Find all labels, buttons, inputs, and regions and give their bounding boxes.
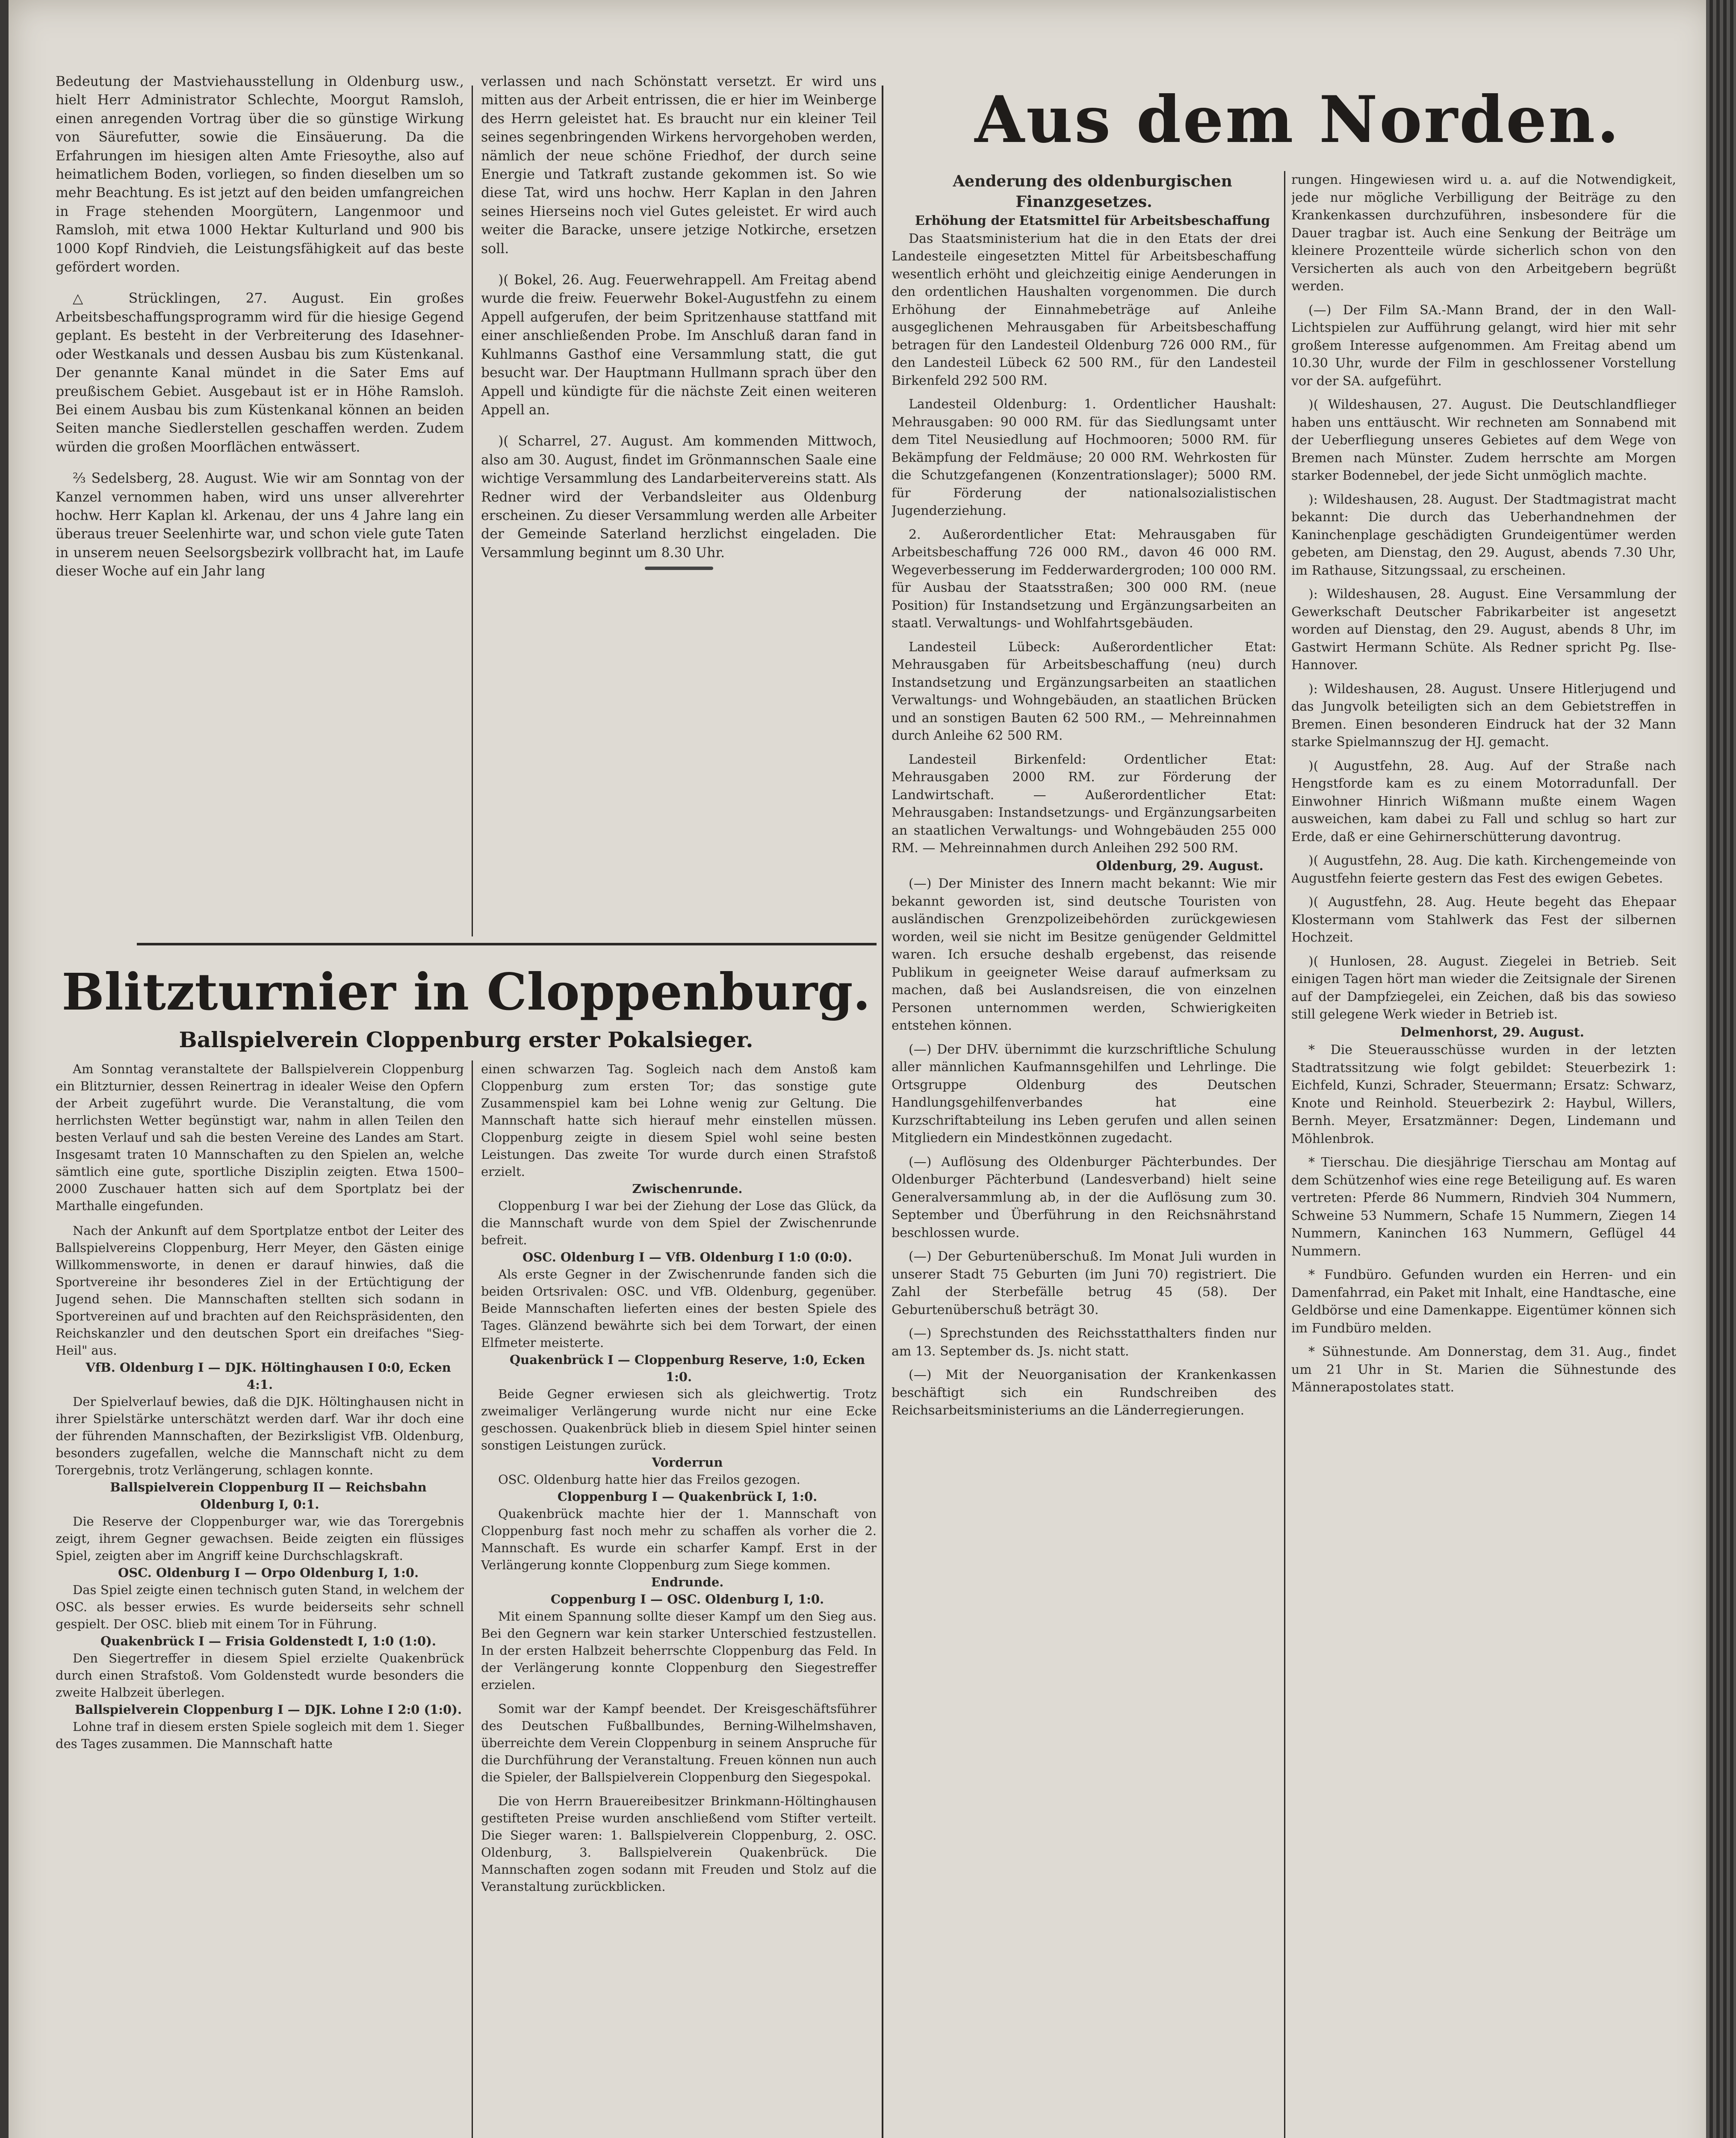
article-kaplan: verlassen und nach Schönstatt versetzt. Er wird uns mitten aus der Arbeit entrissen, die er hier im Weinberge des Herrn geleistet hat. Es braucht nur ein kleiner Teil seines segenbringenden Wirkens hervorgehoben werden, nämlich der neue schöne Friedhof, der durch seine Energie und Tatkraft zustande gekommen ist. So wie diese Tat, wird uns hochw. Herr Kaplan in den Jahren seines Hierseins noch viel Gutes geleistet. Er wird auch weiter die Baracke, unsere jetzige Notkirche, ersetzen soll. (481, 74, 877, 257)
section-rule (137, 943, 877, 945)
article-suehnestunde: * Sühnestunde. Am Donnerstag, dem 31. Aug., findet um 21 Uhr in St. Marien die Sühnestunde des Männerapostolates statt. (1291, 1344, 1676, 1395)
match-result: Cloppenburg I — Quakenbrück I, 1:0. (557, 1489, 818, 1504)
article-augustfehn: )( Augustfehn, 28. Aug. Heute begeht das Ehepaar Klostermann vom Stahlwerk das Fest der silbernen Hochzeit. (1291, 895, 1676, 945)
article-sprechstunden: (—) Sprechstunden des Reichsstatthalters finden nur am 13. September ds. Js. nicht statt. (892, 1326, 1276, 1359)
article-fundbuero: * Fundbüro. Gefunden wurden ein Herren- und ein Damenfahrrad, ein Paket mit Inhalt, eine Handtasche, eine Geldbörse und eine Damenkappe. Eigentümer können sich im Fundbüro melden. (1291, 1267, 1676, 1336)
match-result: Coppenburg I — OSC. Oldenburg I, 1:0. (550, 1592, 824, 1606)
sport-paragraph: Der Spielverlauf bewies, daß die DJK. Höltinghausen nicht in ihrer Spielstärke unterschätzt werden darf. War ihr doch eine der führenden Mannschaften, der Bezirksligist VfB. Oldenburg, besonders zugefallen, welche die Mannschaft nicht zu dem Torergebnis, trotz Verlängerung, schlagen konnte. (56, 1394, 464, 1477)
article-wildeshausen: ): Wildeshausen, 28. August. Eine Versammlung der Gewerkschaft Deutscher Fabrikarbeiter ist angesetzt worden auf Dienstag, den 29. August, abends 8 Uhr, im Gastwirt Hermann Schüte. Als Redner spricht Pg. Ilse-Hannover. (1291, 587, 1676, 673)
match-result: Ballspielverein Cloppenburg II — Reichsbahn Oldenburg I, 0:1. (110, 1480, 427, 1512)
sport-paragraph: Quakenbrück machte hier der 1. Mannschaft von Cloppenburg fast noch mehr zu schaffen als vorher die 2. Mannschaft. Es wurde ein scharfer Kampf. Erst in der Verlängerung konnte Cloppenburg zum Siege kommen. (481, 1506, 877, 1572)
article-sedelsberg: ⅔ Sedelsberg, 28. August. Wie wir am Sonntag von der Kanzel vernommen haben, wird uns unser allverehrter hochw. Herr Kaplan kl. Arkenau, der uns 4 Jahre lang ein überaus treuer Seelenhirte war, und schon viele gute Taten in unserem neuen Seelsorgsbezirk vollbracht hat, im Laufe dieser Woche auf ein Jahr lang (56, 471, 464, 579)
end-ornament (645, 567, 713, 570)
article-film: (—) Der Film SA.-Mann Brand, der in den Wall-Lichtspielen zur Aufführung gelangt, wird hier mit sehr großem Interesse aufgenommen. Am Freitag abend um 10.30 Uhr, wurde der Film in geschlossener Vorstellung vor der SA. aufgeführt. (1291, 302, 1676, 389)
article-finanzgesetz: Das Staatsministerium hat die in den Etats der drei Landesteile eingesetzten Mittel für Arbeitsbeschaffung wesentlich erhöht und gleichzeitig einige Aenderungen in den ordentlichen Haushalten vorgenommen. Die durch Erhöhung der Einnahmebeträge auf Anleihe ausgeglichenen Mehrausgaben für Arbeitsbeschaffung betragen für den Landesteil Oldenburg 726 000 RM., für den Landesteil Lübeck 62 500 RM., für den Landesteil Birkenfeld 292 500 RM. (892, 231, 1276, 388)
match-result: OSC. Oldenburg I — Orpo Oldenburg I, 1:0. (118, 1565, 419, 1580)
round-heading: Endrunde. (651, 1575, 724, 1589)
article-krankenkassen-cont: rungen. Hingewiesen wird u. a. auf die Notwendigkeit, jede nur mögliche Verbilligung der Beiträge zu den Krankenkassen durchzuführen, insbesondere für die Dauer tragbar ist. Auch eine Senkung der Beiträge um kleinere Prozentteile würde sicherlich schon von den Versicherten als auch von den Arbeitgebern begrüßt werden. (1291, 172, 1676, 294)
column-3 (892, 171, 1276, 2138)
column-rule (1284, 171, 1285, 2138)
article-bokel: )( Bokel, 26. Aug. Feuerwehrappell. Am Freitag abend wurde die freiw. Feuerwehr Bokel-Augustfehn zu einem Appell aufgerufen, der beim Spritzenhause stattfand mit einer anschließenden Probe. Im Anschluß daran fand in Kuhlmanns Gasthof eine Versammlung statt, die gut besucht war. Der Hauptmann Hullmann sprach über den Appell und kündigte für die nächste Zeit einen weiteren Appell an. (481, 272, 877, 418)
round-heading: Zwischenrunde. (632, 1181, 743, 1196)
column-rule (882, 86, 883, 2138)
north-heading: Aenderung des oldenburgischen Finanzgesetzes. (953, 172, 1232, 211)
sport-column-left (56, 1060, 464, 2138)
match-result: Quakenbrück I — Frisia Goldenstedt I, 1:0 (1:0). (100, 1634, 436, 1648)
article-wildeshausen: )( Wildeshausen, 27. August. Die Deutschlandflieger haben uns enttäuscht. Wir rechneten am Sonnabend mit der Ueberfliegung unseres Gebietes auf dem Wege von Bremen nach Münster. Zudem herrschte am Morgen starker Bodennebel, der jede Sicht unmöglich machte. (1291, 397, 1676, 483)
sport-paragraph: OSC. Oldenburg hatte hier das Freilos gezogen. (498, 1472, 800, 1487)
match-result: Quakenbrück I — Cloppenburg Reserve, 1:0, Ecken 1:0. (509, 1352, 865, 1384)
scan-edge (1706, 0, 1736, 2138)
sport-title: Blitzturnier in Cloppenburg. (62, 962, 871, 1022)
column-rule (472, 86, 473, 936)
column-4 (1291, 171, 1676, 2138)
article-minister: (—) Der Minister des Innern macht bekannt: Wie mir bekannt geworden ist, sind deutsche Touristen von ausländischen Grenzpolizeibehörden zurückgewiesen worden, weil sie nicht im Besitze genügender Geldmittel waren. Ich ersuche deshalb ergebenst, das reisende Publikum in geeigneter Weise darauf aufmerksam zu machen, daß bei Auslandsreisen, die von einzelnen Personen unternommen werden, Schwierigkeiten entstehen können. (892, 876, 1276, 1033)
article-steuer: * Die Steuerausschüsse wurden in der letzten Stadtratssitzung wie folgt gebildet: Steuerbezirk 1: Eichfeld, Kunzi, Schrader, Steuermann; Ersatz: Schwarz, Knote und Reinhold. Steuerbezirk 2: Haybul, Willers, Bernh. Meyer, Ersatzmänner: Degen, Lindemann und Möhlenbrok. (1291, 1042, 1676, 1146)
article-finanzgesetz: 2. Außerordentlicher Etat: Mehrausgaben für Arbeitsbeschaffung 726 000 RM., davon 46 000 RM. Wegeverbesserung im Fedderwardergroden; 100 000 RM. für Ausbau der Staatsstraßen; 300 000 RM. (neue Position) für Instandsetzung und Ergänzungsarbeiten an staatl. Verwaltungs- und Wohlfahrtsgebäuden. (892, 527, 1276, 631)
north-subheading: Erhöhung der Etatsmittel für Arbeitsbeschaffung (915, 213, 1270, 228)
sport-paragraph: Nach der Ankunft auf dem Sportplatze entbot der Leiter des Ballspielvereins Cloppenburg, Herr Meyer, den Gästen einige Willkommensworte, in denen er darauf hinwies, daß die Sportvereine ihr besonderes Ziel in der Ertüchtigung der Jugend sehen. Die Mannschaften stellten sich sodann in Sportvereinen auf und brachten auf den Reichspräsidenten, den Reichskanzler und den deutschen Sport ein dreifaches "Sieg-Heil" aus. (56, 1223, 464, 1358)
article-geburten: (—) Der Geburtenüberschuß. Im Monat Juli wurden in unserer Stadt 75 Geburten (im Juni 70) registriert. Die Zahl der Sterbefälle betrug 45 (58). Der Geburtenüberschuß beträgt 30. (892, 1249, 1276, 1317)
article-augustfehn: )( Augustfehn, 28. Aug. Die kath. Kirchengemeinde von Augustfehn feierte gestern das Fest des ewigen Gebetes. (1291, 853, 1676, 886)
column-1 (56, 73, 464, 932)
column-2 (481, 73, 877, 932)
sport-paragraph: Die Reserve der Cloppenburger war, wie das Torergebnis zeigt, ihrem Gegner gewachsen. Beide zeigten ein flüssiges Spiel, zeigten aber im Angriff keine Durchschlagskraft. (56, 1514, 464, 1563)
sport-intro: Am Sonntag veranstaltete der Ballspielverein Cloppenburg ein Blitzturnier, dessen Reinertrag in idealer Weise den Opfern der Arbeit zugeführt wurde. Die Veranstaltung, die vom herrlichsten Wetter begünstigt war, nahm in allen Teilen den besten Verlauf und sah die besten Vereine des Landes am Start. Insgesamt traten 10 Mannschaften zu den Spielen an, welche sämtlich eine gute, sportliche Disziplin zeigten. Etwa 1500–2000 Zuschauer hatten sich auf dem Sportplatz bei der Marthalle eingefunden. (56, 1062, 464, 1213)
match-result: Ballspielverein Cloppenburg I — DJK. Lohne I 2:0 (1:0). (74, 1702, 462, 1717)
article-paechterbund: (—) Auflösung des Oldenburger Pächterbundes. Der Oldenburger Pächterbund (Landesverband) hielt seine Generalversammlung ab, in der die Auflösung zum 30. September und Überführung in den Reichsnährstand beschlossen wurde. (892, 1154, 1276, 1240)
dateline: Delmenhorst, 29. August. (1400, 1025, 1585, 1040)
newspaper-page (9, 0, 1715, 2138)
north-title: Aus dem Norden. (974, 82, 1621, 157)
sport-paragraph: Das Spiel zeigte einen technisch guten Stand, in welchem der OSC. als besser erwies. Es wurde beiderseits sehr schnell gespielt. Der OSC. blieb mit einem Tor in Führung. (56, 1583, 464, 1631)
article-dhv: (—) Der DHV. übernimmt die kurzschriftliche Schulung aller männlichen Kaufmannsgehilfen und Lehrlinge. Die Ortsgruppe Oldenburg des Deutschen Handlungsgehilfenverbandes hat eine Kurzschriftabteilung ins Leben gerufen und allen seinen Mitgliedern ein Mindestkönnen zugedacht. (892, 1042, 1276, 1146)
round-heading: Vorderrun (652, 1455, 723, 1470)
sport-paragraph: Beide Gegner erwiesen sich als gleichwertig. Trotz zweimaliger Verlängerung wurde nicht nur eine Ecke geschossen. Quakenbrück blieb in diesem Spiel hinter seinen sonstigen Leistungen zurück. (481, 1387, 877, 1453)
sport-paragraph: Cloppenburg I war bei der Ziehung der Lose das Glück, da die Mannschaft wurde von dem Spiel der Zwischenrunde befreit. (481, 1199, 877, 1247)
match-result: OSC. Oldenburg I — VfB. Oldenburg I 1:0 (0:0). (522, 1250, 853, 1264)
sport-paragraph: Als erste Gegner in der Zwischenrunde fanden sich die beiden Ortsrivalen: OSC. und VfB. Oldenburg, gegenüber. Beide Mannschaften lieferten eines der besten Spiele des Tages. Glänzend bewährte sich bei dem Torwart, der einen Elfmeter meisterte. (481, 1267, 877, 1350)
sport-paragraph: Die von Herrn Brauereibesitzer Brinkmann-Höltinghausen gestifteten Preise wurden anschließend vom Stifter verteilt. Die Sieger waren: 1. Ballspielverein Cloppenburg, 2. OSC. Oldenburg, 3. Ballspielverein Quakenbrück. Die Mannschaften zogen sodann mit Freuden und Stolz auf die Veranstaltung zurückblicken. (481, 1794, 877, 1894)
article-mastvieh: Bedeutung der Mastviehausstellung in Oldenburg usw., hielt Herr Administrator Schlechte, Moorgut Ramsloh, einen anregenden Vortrag über die so günstige Wirkung von Säurefutter, sowie die Einsäuerung. Da die Erfahrungen im hiesigen alten Amte Friesoythe, also auf heimatlichem Boden, vorliegen, so finden dieselben um so mehr Beachtung. Es ist jetzt auf den beiden umfangreichen in Frage stehenden Moorgütern, Langenmoor und Ramsloh, mit etwa 1000 Hektar Kulturland und 900 bis 1000 Kopf Rindvieh, die Leistungsfähigkeit auf das beste gefördert worden. (56, 74, 464, 275)
dateline: Oldenburg, 29. August. (1096, 858, 1264, 874)
article-augustfehn: )( Augustfehn, 28. Aug. Auf der Straße nach Hengstforde kam es zu einem Motorradunfall. Der Einwohner Hinrich Wißmann mußte einem Wagen ausweichen, kam dabei zu Fall und schlug so hart zur Erde, daß er eine Gehirnerschütterung davontrug. (1291, 758, 1676, 845)
article-tierschau: * Tierschau. Die diesjährige Tierschau am Montag auf dem Schützenhof wies eine rege Beteiligung auf. Es waren vertreten: Pferde 86 Nummern, Rindvieh 304 Nummern, Schweine 53 Nummern, Schafe 15 Nummern, Ziegen 14 Nummern, Kaninchen 163 Nummern, Geflügel 44 Nummern. (1291, 1155, 1676, 1259)
article-finanzgesetz: Landesteil Oldenburg: 1. Ordentlicher Haushalt: Mehrausgaben: 90 000 RM. für das Siedlungsamt unter dem Titel Neusiedlung auf Hochmooren; 5000 RM. für Bekämpfung der Feldmäuse; 20 000 RM. Wehrkosten für die Schutzgefangenen (Konzentrationslager); 5000 RM. für Förderung der nationalsozialistischen Jugenderziehung. (892, 397, 1276, 518)
sport-paragraph: Mit einem Spannung sollte dieser Kampf um den Sieg aus. Bei den Gegnern war kein starker Unterschied festzustellen. In der ersten Halbzeit beherrschte Cloppenburg das Feld. In der Verlängerung konnte Cloppenburg den Siegestreffer erzielen. (481, 1609, 877, 1692)
article-hunlosen: )( Hunlosen, 28. August. Ziegelei in Betrieb. Seit einigen Tagen hört man wieder die Zeitsignale der Sirenen auf der Dampfziegelei, ein Zeichen, daß bis das sowieso still gelegene Werk wieder in Betrieb ist. (1291, 954, 1676, 1022)
article-finanzgesetz: Landesteil Lübeck: Außerordentlicher Etat: Mehrausgaben für Arbeitsbeschaffung (neu) durch Instandsetzung und Ergänzungsarbeiten an staatlichen Verwaltungs- und Wohngebäuden, an staatlichen Brücken und an sonstigen Bauten 62 500 RM., — Mehreinnahmen durch Anleihe 62 500 RM. (892, 639, 1276, 743)
sport-subtitle: Ballspielverein Cloppenburg erster Pokalsieger. (179, 1027, 753, 1052)
article-struecklingen: △ Strücklingen, 27. August. Ein großes Arbeitsbeschaffungsprogramm wird für die hiesige Gegend geplant. Es besteht in der Verbreiterung des Idasehner- oder Westkanals und dessen Ausbau bis zum Küstenkanal. Der genannte Kanal mündet in die Sater Ems auf preußischem Gebiet. Ausgebaut ist er in Höhe Ramsloh. Bei einem Ausbau bis zum Küstenkanal können an beiden Seiten manche Siedlerstellen geschaffen werden. Zudem würden die großen Moorflächen entwässert. (56, 291, 464, 455)
article-scharrel: )( Scharrel, 27. August. Am kommenden Mittwoch, also am 30. August, findet im Grönmannschen Saale eine wichtige Versammlung des Landarbeitervereins statt. Als Redner wird der Verbandsleiter aus Oldenburg erscheinen. Zu dieser Versammlung werden alle Arbeiter der Gemeinde Saterland herzlichst eingeladen. Die Versammlung beginnt um 8.30 Uhr. (481, 434, 877, 561)
article-wildeshausen: ): Wildeshausen, 28. August. Unsere Hitlerjugend und das Jungvolk beteiligten sich an dem Gebietstreffen in Bremen. Einen besonderen Eindruck hat der 32 Mann starke Spielmannszug der HJ. gemacht. (1291, 681, 1676, 750)
sport-paragraph: Lohne traf in diesem ersten Spiele sogleich mit dem 1. Sieger des Tages zusammen. Die Mannschaft hatte (56, 1719, 464, 1751)
article-krankenkassen: (—) Mit der Neuorganisation der Krankenkassen beschäftigt sich ein Rundschreiben des Reichsarbeitsministeriums an die Länderregierungen. (892, 1367, 1276, 1418)
sport-paragraph: einen schwarzen Tag. Sogleich nach dem Anstoß kam Cloppenburg zum ersten Tor; das sonstige gute Zusammenspiel kam bei Lohne wenig zur Geltung. Die Mannschaft hatte sich hierauf mehr einstellen müssen. Cloppenburg zeigte in diesem Spiel wohl seine besten Leistungen. Das zweite Tor wurde durch einen Strafstoß erzielt. (481, 1062, 877, 1179)
sport-column-right (481, 1060, 877, 2138)
article-finanzgesetz: Landesteil Birkenfeld: Ordentlicher Etat: Mehrausgaben 2000 RM. zur Förderung der Landwirtschaft. — Außerordentlicher Etat: Mehrausgaben: Instandsetzungs- und Ergänzungsarbeiten an staatlichen Verwaltungs- und Wohngebäuden 255 000 RM. — Mehreinnahmen durch Anleihen 292 500 RM. (892, 752, 1276, 856)
sport-paragraph: Den Siegertreffer in diesem Spiel erzielte Quakenbrück durch einen Strafstoß. Vom Goldenstedt wurde besonders die zweite Halbzeit überlegen. (56, 1651, 464, 1700)
match-result: VfB. Oldenburg I — DJK. Höltinghausen I 0:0, Ecken 4:1. (86, 1360, 451, 1392)
sport-paragraph: Somit war der Kampf beendet. Der Kreisgeschäftsführer des Deutschen Fußballbundes, Berning-Wilhelmshaven, überreichte dem Verein Cloppenburg in seinem Anspruche für die Durchführung der Veranstaltung. Freuen können nun auch die Spieler, der Ballspielverein Cloppenburg den Siegespokal. (481, 1701, 877, 1784)
article-wildeshausen: ): Wildeshausen, 28. August. Der Stadtmagistrat macht bekannt: Die durch das Ueberhandnehmen der Kaninchenplage geschädigten Grundeigentümer werden gebeten, am Dienstag, den 29. August, abends 7.30 Uhr, im Rathause, Sitzungssaal, zu erscheinen. (1291, 492, 1676, 578)
column-rule (472, 1060, 473, 2138)
